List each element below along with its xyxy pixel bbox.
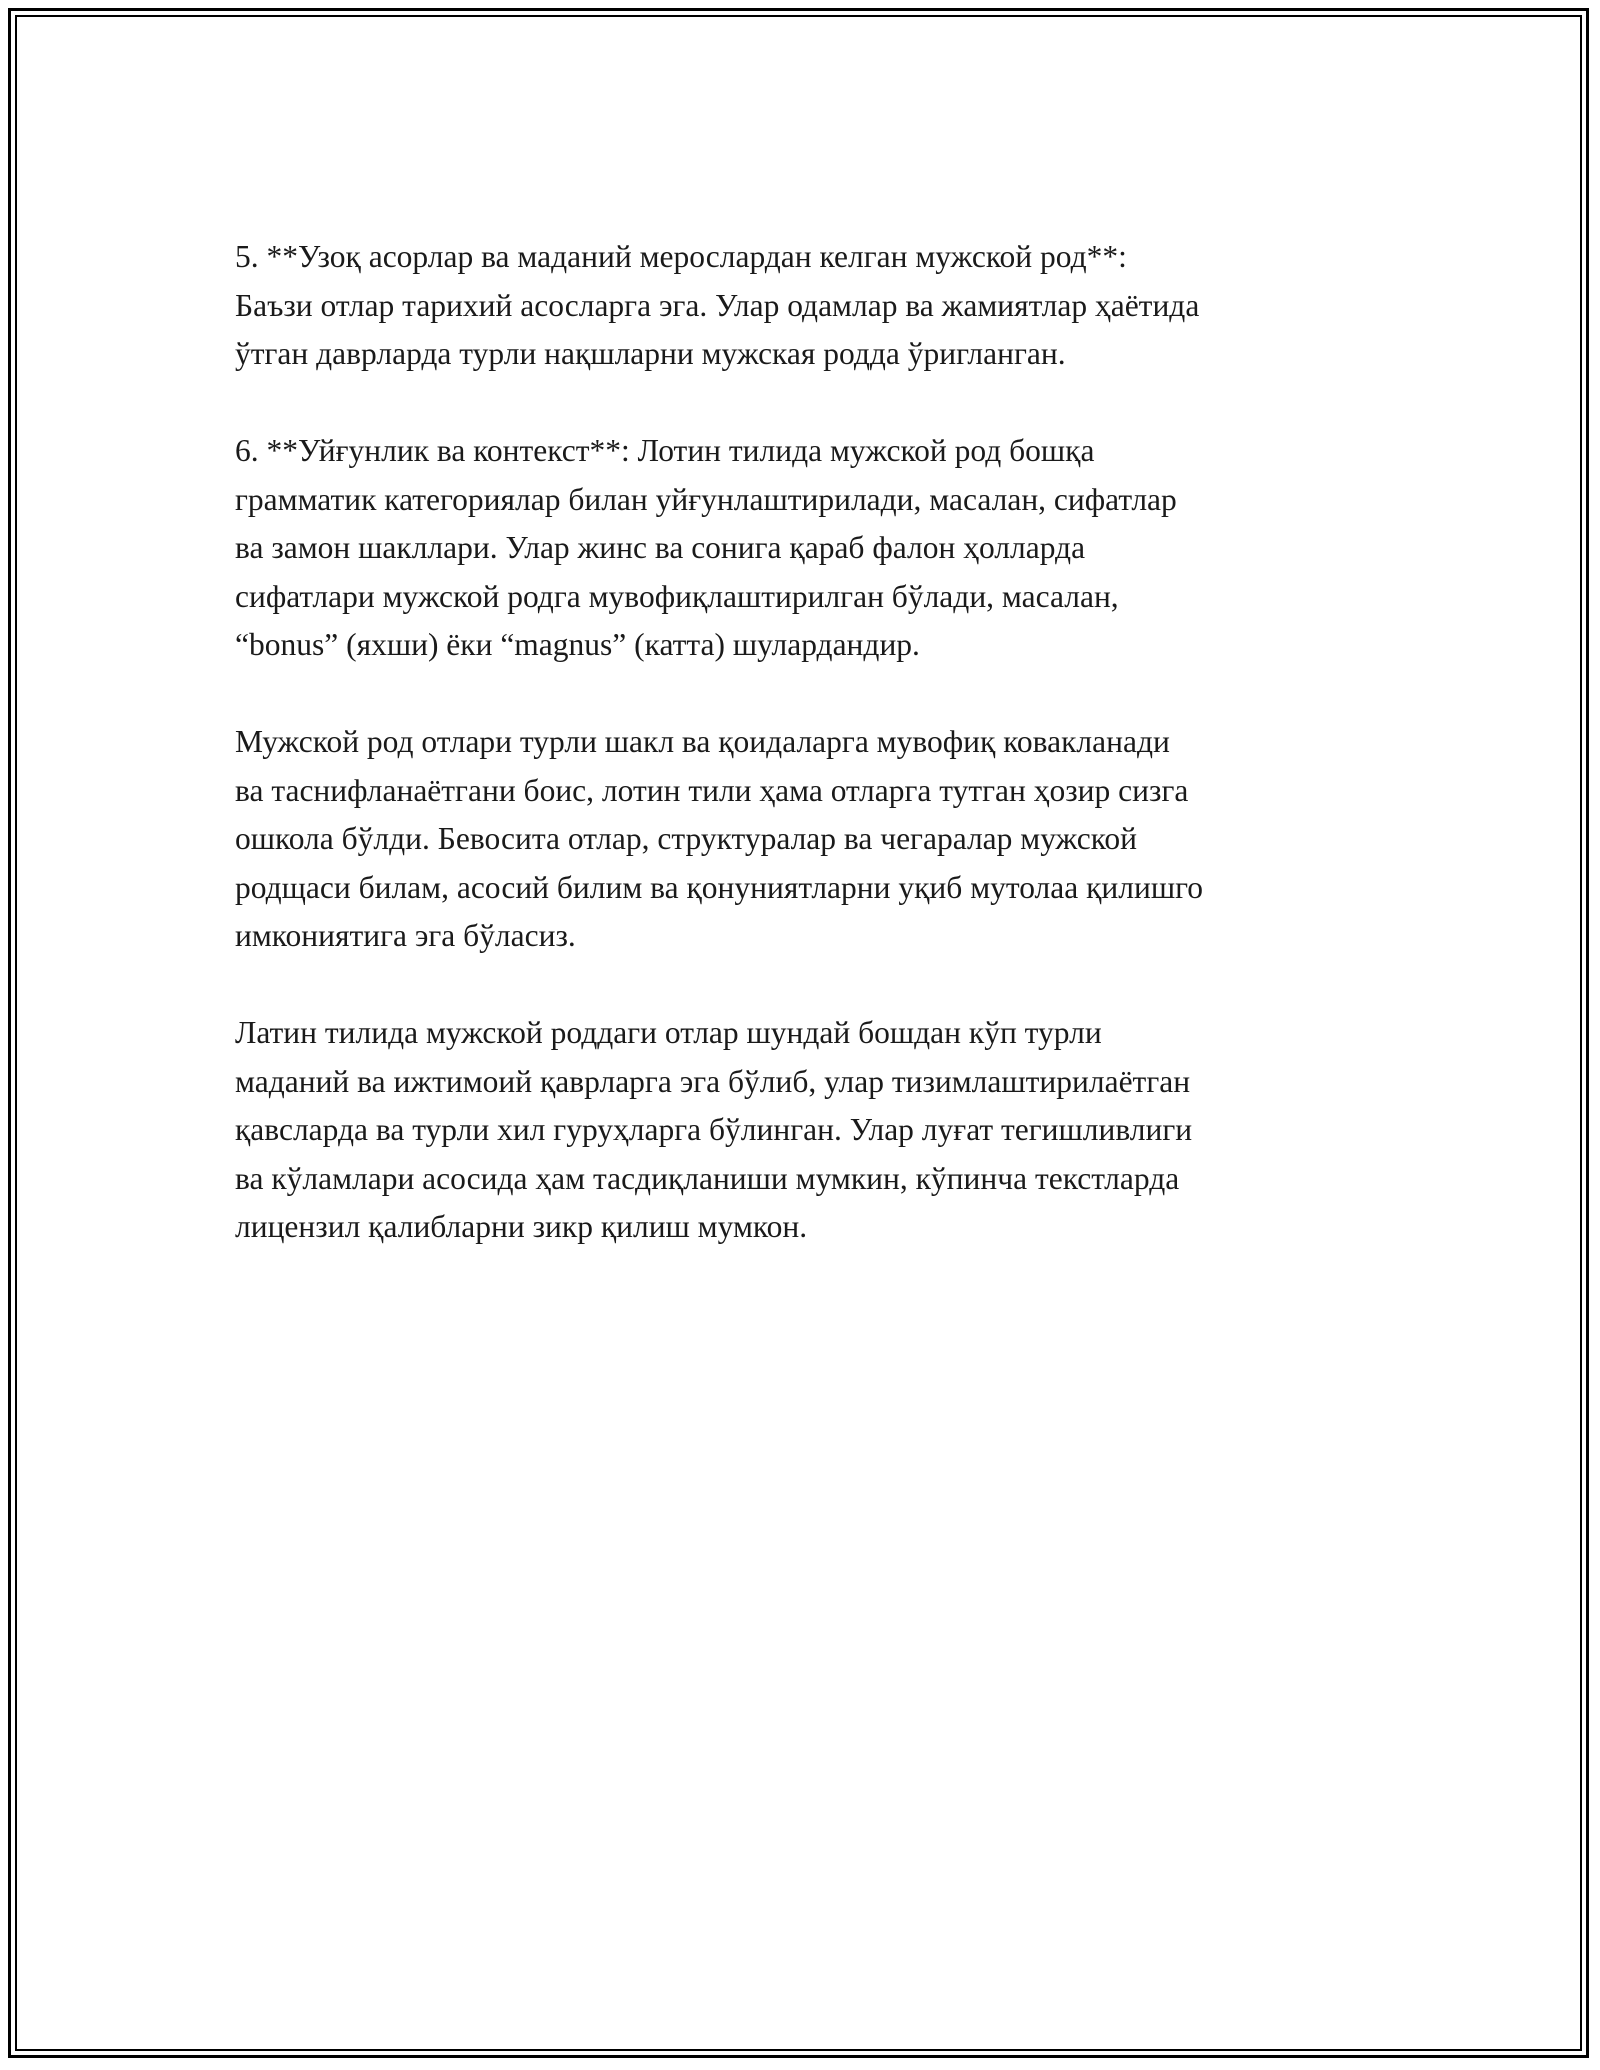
- text-line: ўтган даврларда турли нақшларни мужская родда ўригланган.: [235, 336, 1066, 371]
- text-line: “bonus” (яхши) ёки “magnus” (катта) шулардандир.: [235, 627, 920, 662]
- text-line: лицензил қалибларни зикр қилиш мумкон.: [235, 1209, 808, 1244]
- text-line: Баъзи отлар тарихий асосларга эга. Улар одамлар ва жамиятлар ҳаётида: [235, 287, 1200, 323]
- text-line: Латин тилида мужской роддаги отлар шундай бошдан кўп турли: [235, 1015, 1102, 1050]
- text-line: ва кўламлари асосида ҳам тасдиқланиши мумкин, кўпинча текстларда: [235, 1160, 1180, 1196]
- text-line: 6. **Уйғунлик ва контекст**: Лотин тилида мужской род бошқа: [235, 433, 1095, 468]
- text-line: ва таснифланаётгани боис, лотин тили ҳама отларга тутган ҳозир сизга: [235, 772, 1189, 808]
- text-line: ва замон шакллари. Улар жинс ва сонига қараб фалон ҳолларда: [235, 530, 1086, 565]
- paragraph-summary-classification: [235, 718, 1385, 961]
- text-line: грамматик категориялар билан уйғунлаштирилади, масалан, сифатлар: [235, 481, 1177, 517]
- text-line: имкониятига эга бўласиз.: [235, 918, 576, 953]
- text-line: Мужской род отлари турли шакл ва қоидаларга мувофиқ ковакланади: [235, 724, 1170, 759]
- text-line: сифатлари мужской родга мувофиқлаштирилган бўлади, масалан,: [235, 578, 1119, 614]
- text-line: родщаси билам, асосий билим ва қонуниятларни уқиб мутолаа қилишго: [235, 869, 1203, 905]
- paragraph-6-agreement-context: [235, 427, 1385, 670]
- paragraph-conclusion: [235, 1009, 1385, 1252]
- text-line: ошкола бўлди. Бевосита отлар, структуралар ва чегаралар мужской: [235, 821, 1138, 856]
- text-line: 5. **Узоқ асорлар ва маданий мерослардан келган мужской род**:: [235, 239, 1127, 274]
- paragraph-5-historical-roots: [235, 233, 1385, 379]
- text-line: қавсларда ва турли хил гуруҳларга бўлинган. Улар луғат тегишливлиги: [235, 1112, 1193, 1147]
- text-line: маданий ва ижтимоий қаврларга эга бўлиб, улар тизимлаштирилаётган: [235, 1063, 1191, 1099]
- document-body: [235, 233, 1385, 1300]
